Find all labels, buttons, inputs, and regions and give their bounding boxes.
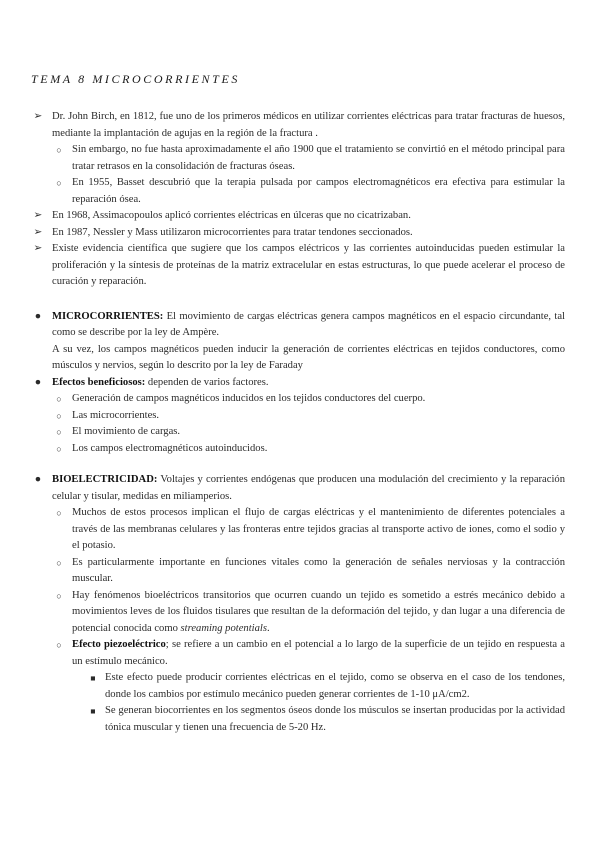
bioelectricidad-item: ● BIOELECTRICIDAD: Voltajes y corrientes endógenas que producen una modulación del crecimiento y la reparación celular y tisular, medidas en miliamperios.	[31, 472, 565, 505]
arrow-bullet-icon: ➢	[33, 111, 43, 122]
arrow-bullet-icon: ➢	[33, 210, 43, 221]
history-section	[31, 109, 565, 736]
circle-bullet-icon: ○	[56, 410, 62, 421]
circle-bullet-icon: ○	[56, 427, 62, 437]
page-title: TEMA 8 MICROCORRIENTES	[31, 72, 240, 86]
disc-bullet-icon: ●	[34, 310, 42, 322]
list-item: ○ Las microcorrientes.	[31, 408, 565, 425]
circle-bullet-icon: ○	[56, 640, 62, 650]
term-label: BIOELECTRICIDAD:	[52, 474, 158, 485]
square-bullet-icon: ■	[90, 673, 96, 683]
square-bullet-icon: ■	[90, 706, 96, 716]
list-item: ○ Los campos electromagnéticos autoinducidos.	[31, 441, 565, 458]
list-item: ○ Sin embargo, no fue hasta aproximadamente el año 1900 que el tratamiento se convirtió en el método principal para tratar retrasos en la consolidación de fracturas óseas.	[31, 142, 565, 175]
circle-bullet-icon: ○	[56, 557, 62, 568]
list-item: ○ Hay fenómenos bioeléctricos transitorios que ocurren cuando un tejido es sometido a estrés mecánico debido a movimientos leves de los fluidos tisulares que resultan de la deformación del tejido, y dan lugar a una diferencia de potencial conocida como streaming potentials.	[31, 588, 565, 638]
term-label: Efectos beneficiosos:	[52, 376, 146, 388]
circle-bullet-icon: ○	[56, 508, 62, 518]
circle-bullet-icon: ○	[56, 145, 62, 155]
list-item: ○ En 1955, Basset descubrió que la terapia pulsada por campos electromagnéticos era efectiva para estimular la reparación ósea.	[31, 175, 565, 208]
list-item: ○ Generación de campos magnéticos inducidos en los tejidos conductores del cuerpo.	[31, 391, 565, 408]
circle-bullet-icon: ○	[56, 443, 62, 454]
list-item: ➢ En 1987, Nessler y Mass utilizaron microcorrientes para tratar tendones seccionados.	[31, 225, 565, 242]
microcorrientes-item: ● MICROCORRIENTES: El movimiento de cargas eléctricas genera campos magnéticos en el espacio circundante, tal como se describe por la ley de Ampère. A su vez, los campos magnéticos pueden inducir la generación de corrientes eléctricas en tejidos conductores, como músculos y nervios, según lo descrito por la ley de Faraday	[31, 309, 565, 375]
term-label: MICROCORRIENTES:	[52, 310, 164, 322]
list-item: ➢ Existe evidencia científica que sugiere que los campos eléctricos y las corrientes autoinducidas pueden estimular la proliferación y la síntesis de proteínas de la matriz extracelular en estas estructuras, lo que puede acelerar el proceso de curación y reparación.	[31, 241, 565, 291]
arrow-bullet-icon: ➢	[33, 226, 43, 238]
circle-bullet-icon: ○	[56, 394, 62, 404]
list-item: ○ Es particularmente importante en funciones vitales como la generación de señales nerviosas y la contracción muscular.	[31, 555, 565, 588]
list-item: ■ Se generan biocorrientes en los segmentos óseos donde los músculos se insertan producidas por la actividad tónica muscular y tienen una frecuencia de 5-20 Hz.	[31, 703, 565, 736]
list-item: ➢ Dr. John Birch, en 1812, fue uno de los primeros médicos en utilizar corrientes eléctricas para tratar fracturas de huesos, mediante la implantación de agujas en la región de la fractura .	[31, 109, 565, 142]
disc-bullet-icon: ●	[34, 376, 42, 388]
list-item: ○ El movimiento de cargas.	[31, 424, 565, 441]
disc-bullet-icon: ●	[34, 474, 42, 485]
list-item: ➢ En 1968, Assimacopoulos aplicó corrientes eléctricas en úlceras que no cicatrizaban.	[31, 208, 565, 225]
efectos-item: ● Efectos beneficiosos: dependen de varios factores.	[31, 375, 565, 392]
term-label: Efecto piezoeléctrico	[72, 639, 166, 650]
circle-bullet-icon: ○	[56, 178, 62, 188]
circle-bullet-icon: ○	[56, 590, 62, 601]
list-item: ○ Efecto piezoeléctrico; se refiere a un cambio en el potencial a lo largo de la superficie de un tejido en respuesta a un estímulo mecánico.	[31, 637, 565, 670]
list-item: ○ Muchos de estos procesos implican el flujo de cargas eléctricas y el mantenimiento de diferentes potenciales a través de las membranas celulares y las fronteras entre tejidos gracias al transporte activo de iones, como el sodio y el potasio.	[31, 505, 565, 555]
arrow-bullet-icon: ➢	[33, 243, 43, 254]
list-item: ■ Este efecto puede producir corrientes eléctricas en el tejido, como se observa en el caso de los tendones, donde los cambios por estímulo mecánico pueden generar corrientes de 1-10 μA/cm2.	[31, 670, 565, 703]
